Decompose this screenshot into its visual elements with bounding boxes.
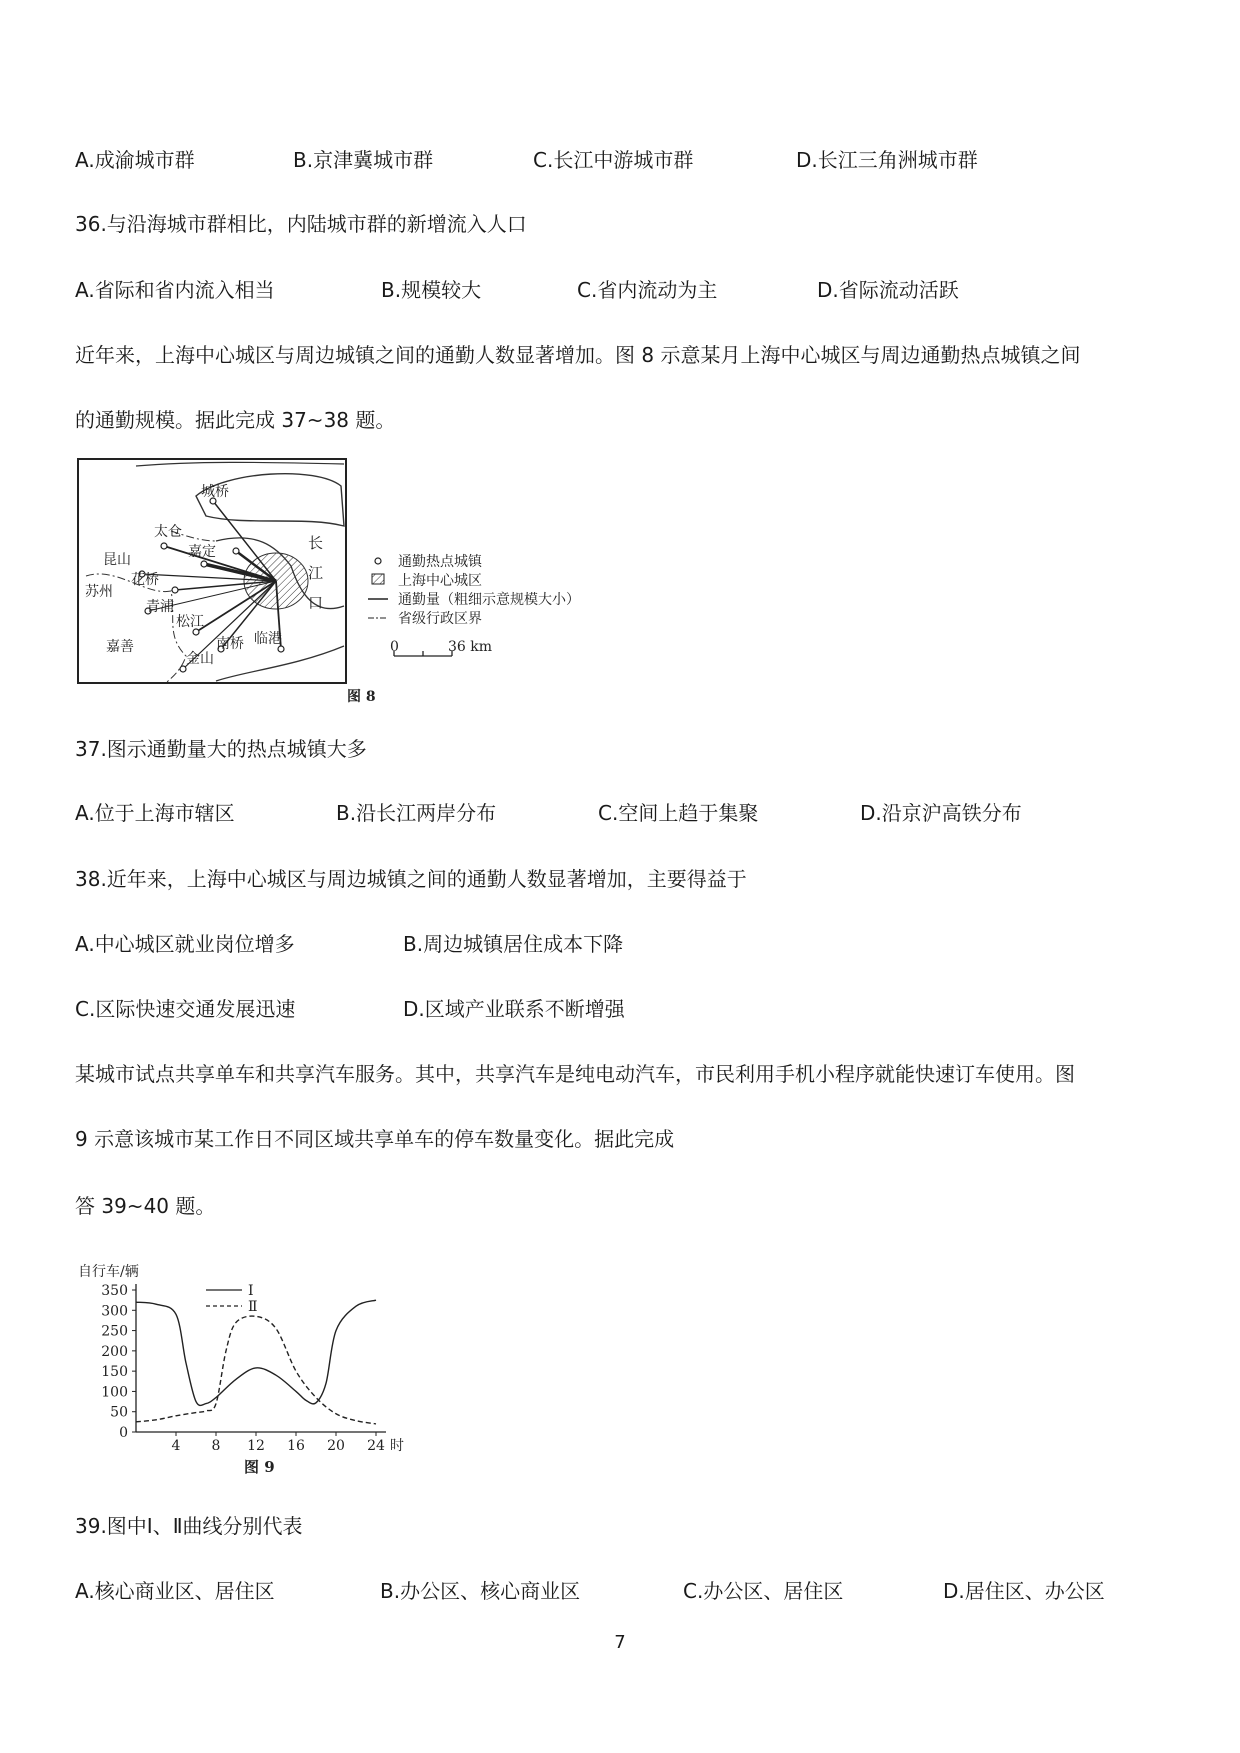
q36-option-d: D.省际流动活跃: [817, 278, 959, 302]
q36-stem: 36.与沿海城市群相比，内陆城市群的新增流入人口: [75, 212, 527, 236]
town-label: 青浦: [146, 599, 174, 615]
x-tick-label: 8: [211, 1438, 221, 1454]
passage2-line2: 9 示意该城市某工作日不同区域共享单车的停车数量变化。据此完成: [75, 1127, 675, 1151]
passage1-line2: 的通勤规模。据此完成 37~38 题。: [75, 408, 396, 432]
y-tick-label: 150: [101, 1364, 128, 1381]
town-label: 昆山: [103, 552, 131, 568]
q35-option-c: C.长江中游城市群: [533, 148, 694, 172]
y-tick-label: 0: [119, 1425, 128, 1441]
scale-distance: 36 km: [448, 639, 493, 655]
series-2-line: [136, 1316, 376, 1424]
town-label: 松江: [176, 614, 204, 630]
legend-town: 通勤热点城镇: [398, 554, 482, 570]
y-tick-label: 250: [101, 1323, 128, 1340]
series-1-line: [136, 1300, 376, 1405]
town-label: 苏州: [85, 584, 113, 600]
town-label: 嘉善: [106, 639, 134, 655]
chart-ylabel: 自行车/辆: [78, 1264, 139, 1280]
legend-core: 上海中心城区: [398, 573, 482, 589]
y-tick-label: 200: [101, 1343, 128, 1360]
q38-option-a: A.中心城区就业岗位增多: [75, 932, 295, 956]
q35-option-b: B.京津冀城市群: [293, 148, 434, 172]
town-label: 太仓: [154, 524, 182, 540]
legend-town-symbol: [375, 558, 381, 564]
chart-title: 图 9: [244, 1458, 275, 1476]
town-label: 临港: [254, 631, 282, 647]
x-tick-label: 24: [367, 1438, 385, 1454]
q37-option-d: D.沿京沪高铁分布: [860, 801, 1022, 825]
q37-option-b: B.沿长江两岸分布: [336, 801, 497, 825]
river-label: 口: [308, 594, 324, 612]
figure9-chart: [66, 1256, 466, 1486]
q38-stem: 38.近年来，上海中心城区与周边城镇之间的通勤人数显著增加，主要得益于: [75, 867, 747, 891]
town-label: 南桥: [216, 636, 244, 652]
town-label: 嘉定: [188, 544, 216, 560]
q38-option-b: B.周边城镇居住成本下降: [403, 932, 624, 956]
town-label: 城桥: [201, 484, 229, 500]
x-tick-label: 16: [287, 1438, 305, 1454]
q38-option-c: C.区际快速交通发展迅速: [75, 997, 296, 1021]
town-label: 花桥: [131, 572, 159, 588]
legend-series-2: Ⅱ: [248, 1299, 258, 1315]
figure8-caption: 图 8: [347, 689, 376, 705]
q39-option-d: D.居住区、办公区: [943, 1579, 1105, 1603]
legend-series-1: Ⅰ: [248, 1283, 254, 1299]
q36-option-a: A.省际和省内流入相当: [75, 278, 275, 302]
x-tick-label: 4: [171, 1438, 181, 1454]
town-label: 金山: [186, 651, 214, 667]
q35-option-a: A.成渝城市群: [75, 148, 195, 172]
river-label: 江: [308, 564, 324, 582]
q37-option-c: C.空间上趋于集聚: [598, 801, 759, 825]
y-tick-label: 350: [101, 1283, 128, 1299]
legend-flow: 通勤量（粗细示意规模大小）: [398, 592, 580, 608]
q37-stem: 37.图示通勤量大的热点城镇大多: [75, 737, 367, 761]
q38-option-d: D.区域产业联系不断增强: [403, 997, 625, 1021]
page-number: 7: [614, 1632, 626, 1653]
q39-stem: 39.图中Ⅰ、Ⅱ曲线分别代表: [75, 1514, 303, 1538]
passage2-line3: 答 39~40 题。: [75, 1194, 216, 1218]
y-tick-label: 100: [101, 1384, 128, 1401]
figure8-map: [76, 456, 676, 706]
q35-option-d: D.长江三角洲城市群: [796, 148, 978, 172]
y-tick-label: 300: [101, 1303, 128, 1320]
x-tick-label: 20: [327, 1438, 345, 1454]
scale-zero: 0: [390, 639, 399, 655]
river-label: 长: [308, 534, 324, 552]
passage2-line1: 某城市试点共享单车和共享汽车服务。其中，共享汽车是纯电动汽车，市民利用手机小程序就能快速订车使用。图: [75, 1062, 1075, 1086]
passage1-line1: 近年来，上海中心城区与周边城镇之间的通勤人数显著增加。图 8 示意某月上海中心城区与周边通勤热点城镇之间: [75, 343, 1081, 367]
q37-option-a: A.位于上海市辖区: [75, 801, 235, 825]
q36-option-b: B.规模较大: [381, 278, 482, 302]
chart-xlabel: 时: [390, 1438, 404, 1454]
legend-core-symbol: [372, 574, 384, 584]
q39-option-b: B.办公区、核心商业区: [380, 1579, 581, 1603]
q39-option-a: A.核心商业区、居住区: [75, 1579, 275, 1603]
q36-option-c: C.省内流动为主: [577, 278, 718, 302]
legend-boundary: 省级行政区界: [398, 611, 482, 627]
q39-option-c: C.办公区、居住区: [683, 1579, 844, 1603]
y-tick-label: 50: [110, 1404, 128, 1421]
x-tick-label: 12: [247, 1438, 265, 1454]
